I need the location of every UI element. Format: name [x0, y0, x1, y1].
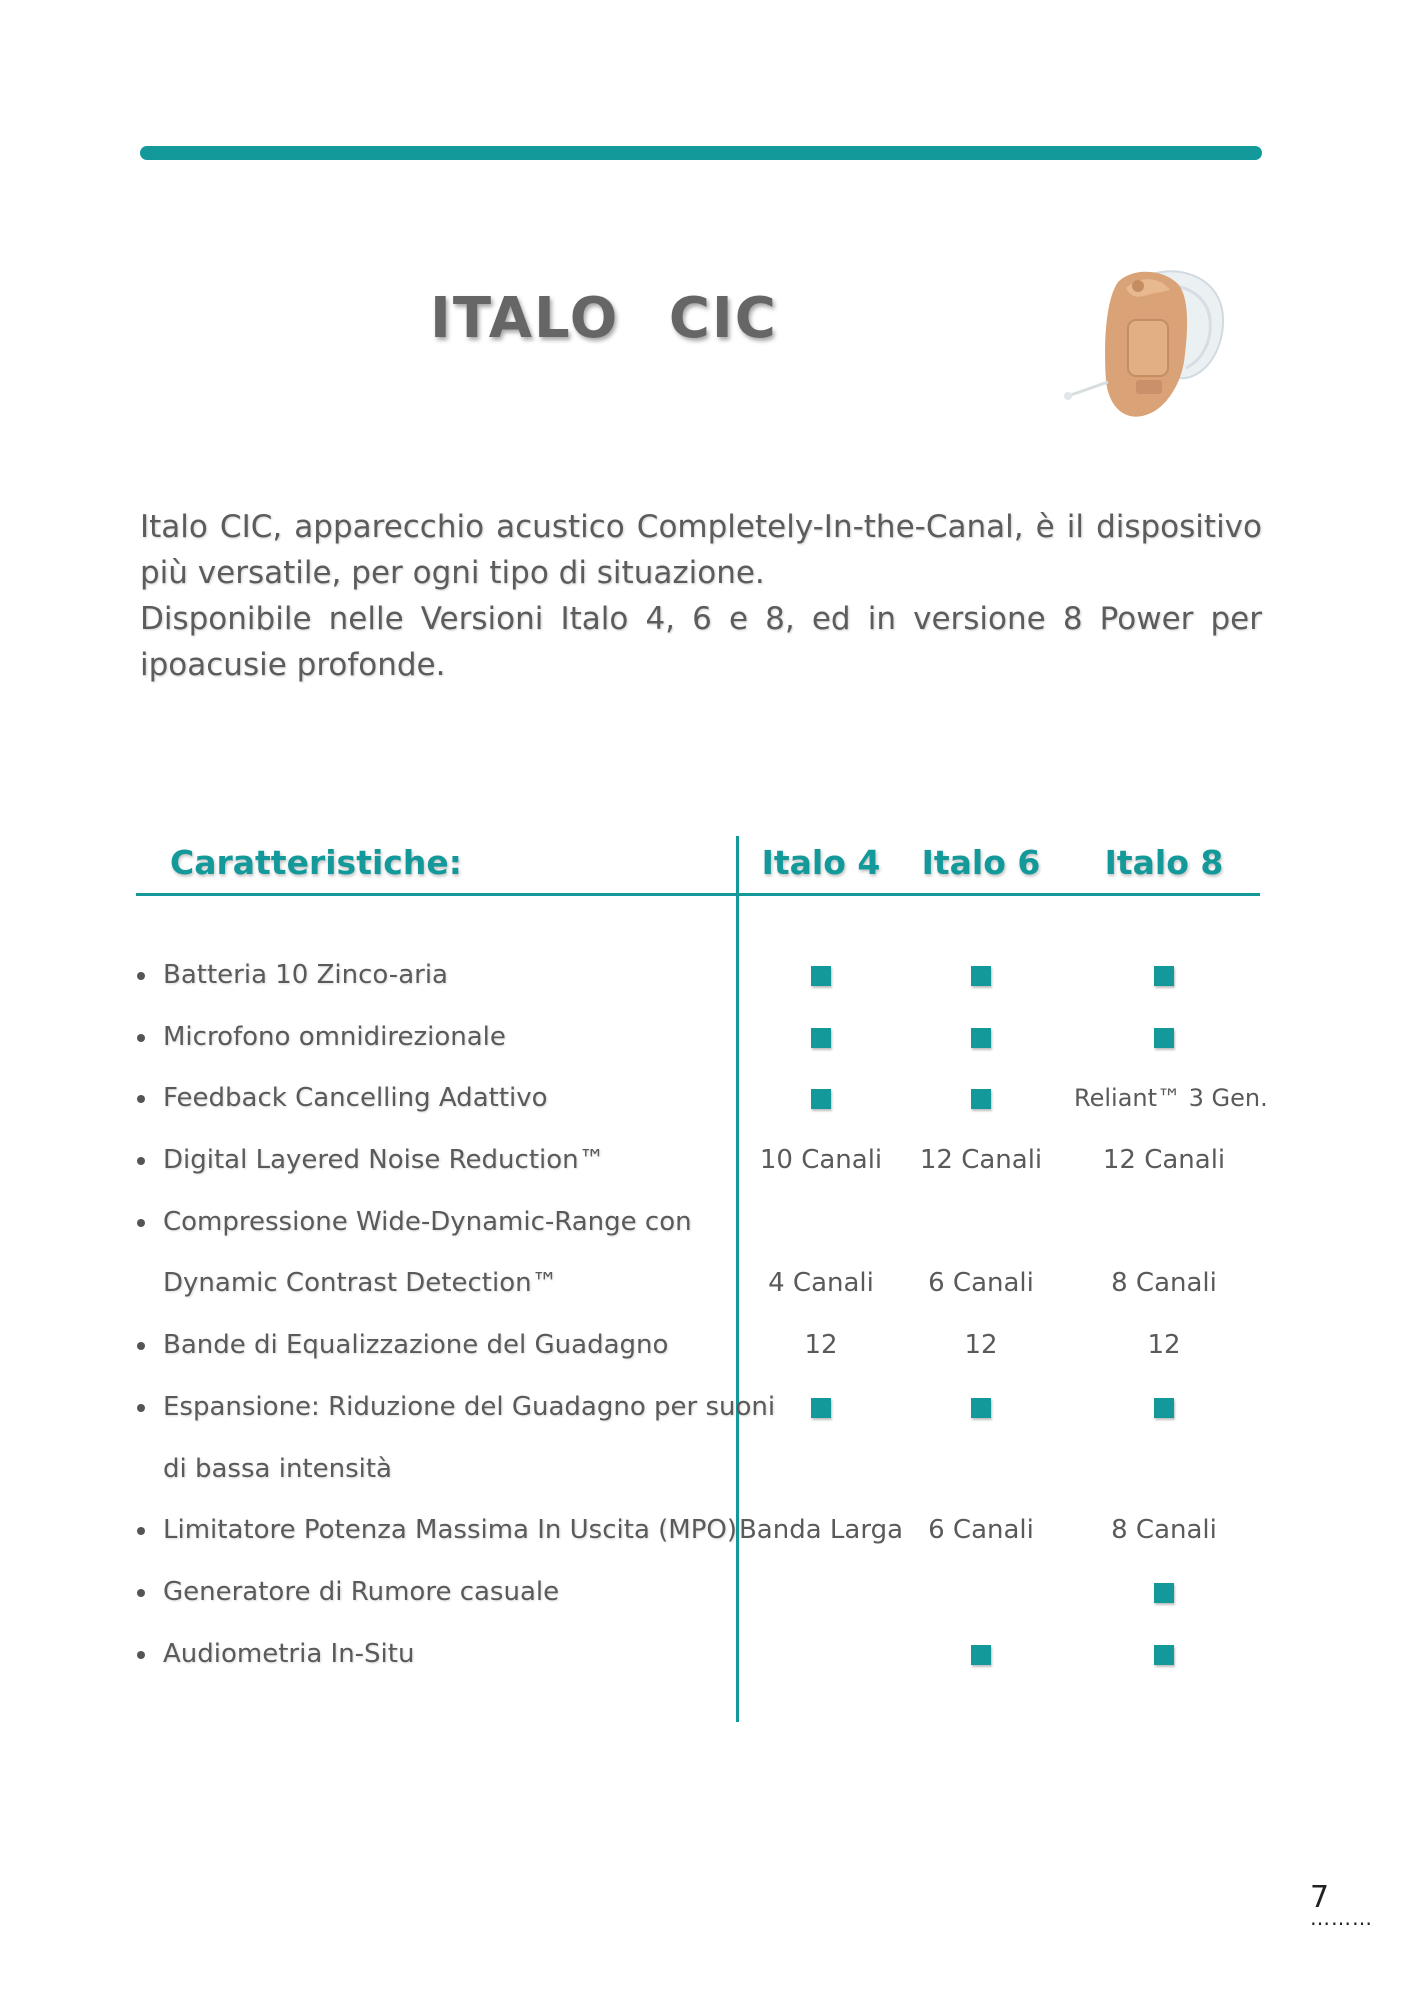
table-row [0, 1017, 1414, 1057]
table-header-italo-4: Italo 4 [761, 843, 881, 882]
feature-label: Batteria 10 Zinco-aria [163, 960, 448, 990]
feature-included-icon [1074, 1387, 1254, 1427]
table-header-divider [136, 893, 1260, 896]
feature-included-icon [891, 1387, 1071, 1427]
empty-cell [731, 1634, 911, 1674]
bullet-icon [137, 1342, 145, 1350]
feature-included-icon [731, 955, 911, 995]
empty-cell [1074, 1449, 1254, 1489]
bullet-icon [137, 1095, 145, 1103]
table-row [0, 1140, 1414, 1180]
feature-value-cell: 6 Canali [928, 1268, 1034, 1298]
feature-included-icon [891, 955, 1071, 995]
square-marker-icon [971, 1089, 991, 1109]
feature-included-icon [1074, 1634, 1254, 1674]
square-marker-icon [1154, 1645, 1174, 1665]
bullet-icon [137, 1651, 145, 1659]
empty-cell [731, 1202, 911, 1242]
bullet-icon [137, 1157, 145, 1165]
feature-value-cell: 6 Canali [928, 1515, 1034, 1545]
feature-included-icon [731, 1017, 911, 1057]
page-number: 7 [1310, 1880, 1330, 1915]
feature-label: Microfono omnidirezionale [163, 1022, 506, 1052]
intro-text [140, 504, 1262, 688]
bullet-icon [137, 972, 145, 980]
table-row [0, 1202, 1414, 1242]
table-header-features: Caratteristiche: [170, 843, 462, 882]
feature-label: di bassa intensità [163, 1454, 392, 1484]
feature-included-icon [1074, 1017, 1254, 1057]
feature-label: Bande di Equalizzazione del Guadagno [163, 1330, 669, 1360]
feature-included-icon [891, 1017, 1071, 1057]
square-marker-icon [811, 1028, 831, 1048]
feature-included-icon [731, 1078, 911, 1118]
feature-value-cell: Banda Larga [738, 1515, 904, 1545]
empty-cell [891, 1572, 1071, 1612]
square-marker-icon [971, 966, 991, 986]
feature-value-cell: 8 Canali [1111, 1268, 1217, 1298]
table-row [0, 1572, 1414, 1612]
table-header-italo-6: Italo 6 [921, 843, 1041, 882]
feature-label: Dynamic Contrast Detection™ [163, 1268, 558, 1298]
feature-label: Generatore di Rumore casuale [163, 1577, 560, 1607]
feature-label: Digital Layered Noise Reduction™ [163, 1145, 605, 1175]
feature-value-cell: 8 Canali [1111, 1515, 1217, 1545]
bullet-icon [137, 1527, 145, 1535]
feature-label: Espansione: Riduzione del Guadagno per suoni [163, 1392, 776, 1422]
bullet-icon [137, 1219, 145, 1227]
feature-label: Feedback Cancelling Adattivo [163, 1083, 548, 1113]
feature-label: Compressione Wide-Dynamic-Range con [163, 1207, 692, 1237]
feature-label: Audiometria In-Situ [163, 1639, 415, 1669]
square-marker-icon [1154, 1398, 1174, 1418]
feature-value-cell: 4 Canali [768, 1268, 874, 1298]
table-row [0, 1634, 1414, 1674]
table-row [0, 1263, 1414, 1303]
intro-paragraph: Italo CIC, apparecchio acustico Completely-In-the-Canal, è il dispositivo più versatile, per ogni tipo di situazione. [140, 509, 1262, 591]
feature-value-cell: Reliant™ 3 Gen. [1074, 1084, 1268, 1112]
square-marker-icon [811, 1089, 831, 1109]
intro-paragraph: Disponibile nelle Versioni Italo 4, 6 e 8, ed in versione 8 Power per ipoacusie profonde. [140, 601, 1262, 683]
bullet-icon [137, 1404, 145, 1412]
feature-value-cell: 10 Canali [759, 1145, 883, 1175]
square-marker-icon [971, 1645, 991, 1665]
empty-cell [891, 1449, 1071, 1489]
feature-value-cell: 12 [1147, 1330, 1181, 1360]
empty-cell [891, 1202, 1071, 1242]
square-marker-icon [1154, 1583, 1174, 1603]
page-title: ITALO CIC [430, 286, 778, 351]
hearing-aid-image [1060, 262, 1230, 422]
feature-value-cell: 12 [804, 1330, 838, 1360]
bullet-icon [137, 1589, 145, 1597]
feature-value-cell: 12 [964, 1330, 998, 1360]
square-marker-icon [811, 1398, 831, 1418]
square-marker-icon [1154, 1028, 1174, 1048]
feature-included-icon [891, 1634, 1071, 1674]
table-row [0, 955, 1414, 995]
table-row [0, 1325, 1414, 1365]
empty-cell [731, 1449, 911, 1489]
page-number-dots: ……… [1310, 1906, 1373, 1930]
top-accent-bar [140, 146, 1262, 160]
feature-included-icon [1074, 1572, 1254, 1612]
feature-label: Limitatore Potenza Massima In Uscita (MPO) [163, 1515, 738, 1545]
feature-included-icon [891, 1078, 1071, 1118]
table-row [0, 1387, 1414, 1427]
empty-cell [1074, 1202, 1254, 1242]
table-row [0, 1078, 1414, 1118]
square-marker-icon [971, 1398, 991, 1418]
square-marker-icon [811, 966, 831, 986]
table-row [0, 1449, 1414, 1489]
table-row [0, 1510, 1414, 1550]
square-marker-icon [971, 1028, 991, 1048]
feature-value-cell: 12 Canali [919, 1145, 1043, 1175]
feature-included-icon [1074, 955, 1254, 995]
square-marker-icon [1154, 966, 1174, 986]
feature-value-cell: 12 Canali [1102, 1145, 1226, 1175]
feature-included-icon [731, 1387, 911, 1427]
empty-cell [731, 1572, 911, 1612]
bullet-icon [137, 1034, 145, 1042]
table-header-italo-8: Italo 8 [1104, 843, 1224, 882]
